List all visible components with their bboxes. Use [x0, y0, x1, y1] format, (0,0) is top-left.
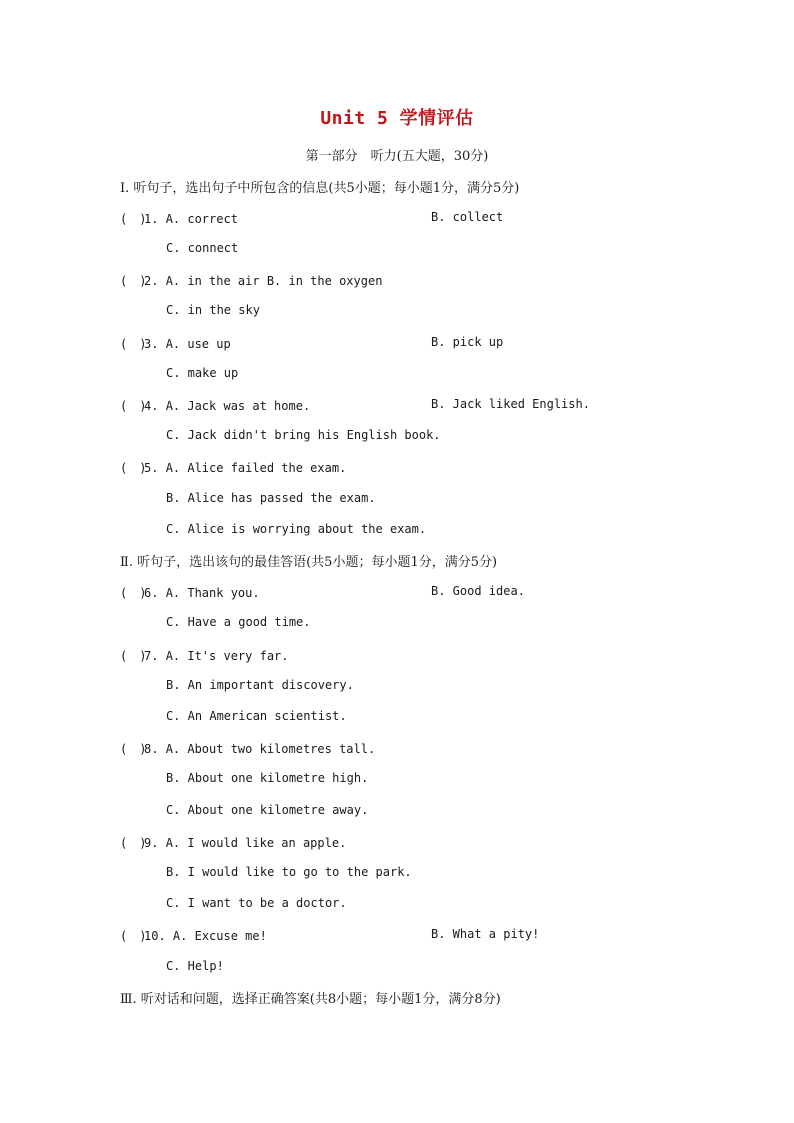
option-a: A. Jack was at home.: [165, 399, 311, 413]
answer-blank[interactable]: ( ): [120, 649, 147, 663]
option-b: B. Jack liked English.: [431, 397, 590, 411]
answer-blank[interactable]: ( ): [120, 929, 147, 943]
section-2-heading: Ⅱ. 听句子，选出该句的最佳答语(共5小题；每小题1分，满分5分): [120, 555, 498, 570]
answer-blank[interactable]: ( ): [120, 274, 147, 288]
option-a: A. Excuse me!: [172, 929, 267, 943]
section-1-heading: Ⅰ. 听句子，选出句子中所包含的信息(共5小题；每小题1分，满分5分): [120, 181, 520, 196]
question-number: 3.: [144, 337, 159, 351]
option-a-b: A. in the air B. in the oxygen: [165, 274, 383, 288]
option-c: C. Alice is worrying about the exam.: [166, 522, 427, 536]
option-a: A. I would like an apple.: [165, 836, 347, 850]
question-number: 5.: [144, 461, 159, 475]
option-b: B. An important discovery.: [166, 678, 354, 692]
option-b: B. Good idea.: [431, 584, 525, 598]
option-c: C. About one kilometre away.: [166, 803, 369, 817]
option-c: C. in the sky: [166, 303, 260, 317]
option-c: C. An American scientist.: [166, 709, 347, 723]
answer-blank[interactable]: ( ): [120, 461, 147, 475]
option-b: B. I would like to go to the park.: [166, 865, 412, 879]
page-title: Unit 5 学情评估: [320, 108, 474, 129]
question-10-stem: [120, 927, 267, 944]
question-number: 9.: [144, 836, 159, 850]
answer-blank[interactable]: ( ): [120, 337, 147, 351]
question-4-stem: [120, 397, 310, 414]
option-a: A. correct: [165, 212, 238, 226]
option-a: A. Thank you.: [165, 586, 260, 600]
question-2-stem: [120, 272, 382, 289]
answer-blank[interactable]: ( ): [120, 742, 147, 756]
option-c: C. make up: [166, 366, 239, 380]
option-a: A. It's very far.: [165, 649, 289, 663]
question-6-stem: [120, 584, 260, 601]
question-number: 10.: [144, 929, 166, 943]
option-b: B. Alice has passed the exam.: [166, 491, 376, 505]
question-number: 4.: [144, 399, 159, 413]
question-number: 2.: [144, 274, 159, 288]
page-subtitle: 第一部分 听力(五大题，30分): [305, 149, 489, 164]
question-number: 7.: [144, 649, 159, 663]
question-5-stem: [120, 459, 346, 476]
option-b: B. pick up: [431, 335, 504, 349]
question-3-stem: [120, 335, 231, 352]
question-8-stem: [120, 740, 375, 757]
answer-blank[interactable]: ( ): [120, 399, 147, 413]
question-number: 6.: [144, 586, 159, 600]
question-number: 1.: [144, 212, 159, 226]
option-a: A. Alice failed the exam.: [165, 461, 347, 475]
section-3-heading: Ⅲ. 听对话和问题，选择正确答案(共8小题；每小题1分，满分8分): [120, 992, 501, 1007]
option-c: C. Have a good time.: [166, 615, 311, 629]
option-c: C. Help!: [166, 959, 224, 973]
answer-blank[interactable]: ( ): [120, 836, 147, 850]
answer-blank[interactable]: ( ): [120, 586, 147, 600]
option-b: B. What a pity!: [431, 927, 540, 941]
option-b: B. collect: [431, 210, 504, 224]
question-1-stem: [120, 210, 238, 227]
answer-blank[interactable]: ( ): [120, 212, 147, 226]
option-b: B. About one kilometre high.: [166, 771, 369, 785]
question-9-stem: [120, 834, 346, 851]
question-7-stem: [120, 647, 289, 664]
option-c: C. Jack didn't bring his English book.: [166, 428, 441, 442]
question-number: 8.: [144, 742, 159, 756]
option-a: A. use up: [165, 337, 231, 351]
option-c: C. I want to be a doctor.: [166, 896, 347, 910]
option-c: C. connect: [166, 241, 239, 255]
option-a: A. About two kilometres tall.: [165, 742, 376, 756]
